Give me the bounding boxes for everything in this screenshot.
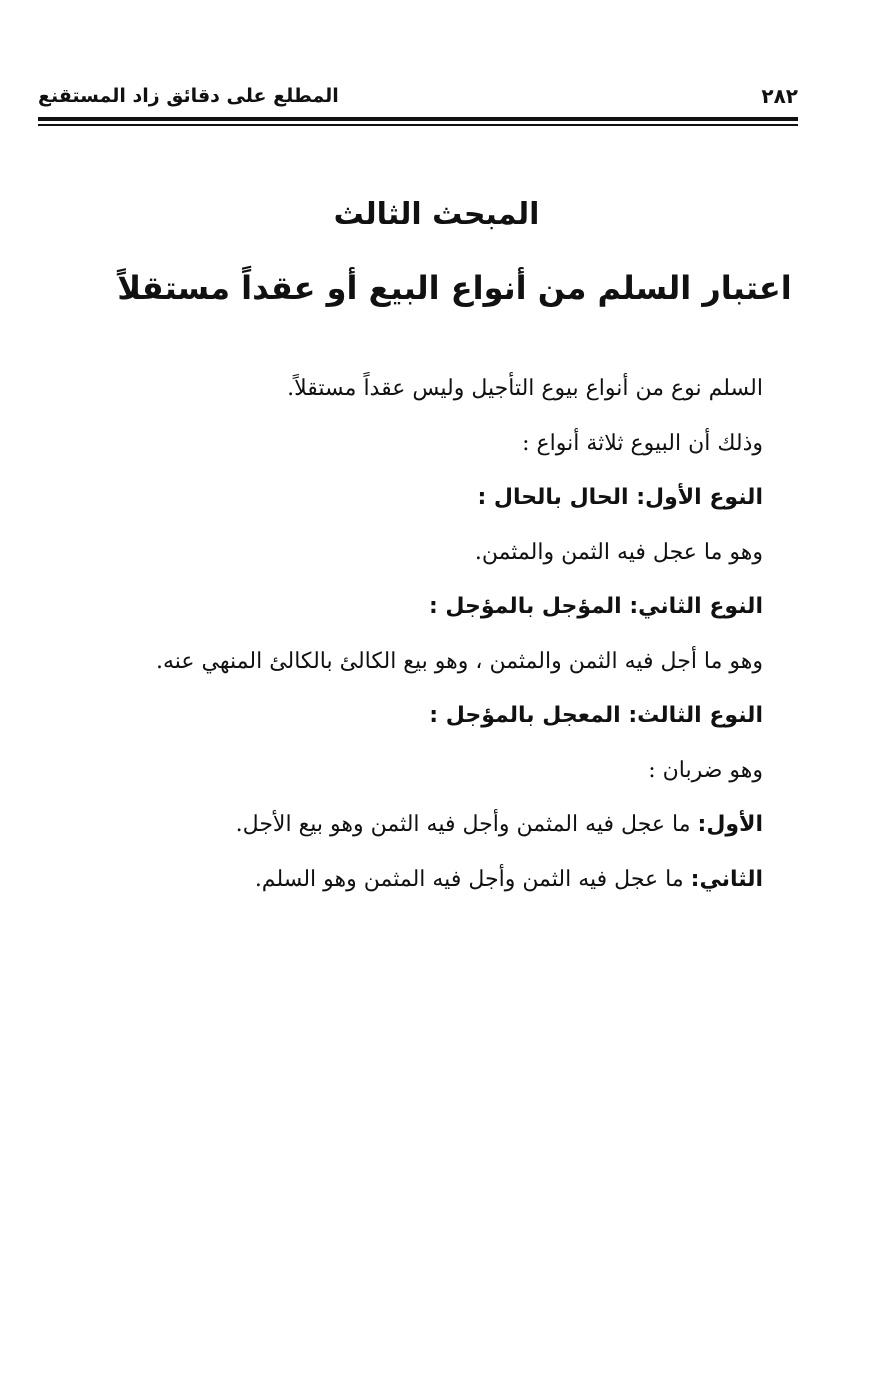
body-text [113,362,763,907]
type-one-text: وهو ما عجل فيه الثمن والمثمن. [474,539,763,565]
first-subtype-text: ما عجل فيه المثمن وأجل فيه الثمن وهو بيع الأجل. [235,812,698,837]
type-three-text: وهو ضربان : [648,757,763,783]
paragraph-line: السلم نوع من أنواع بيوع التأجيل وليس عقداً مستقلاً. [287,376,763,401]
type-three-label: النوع الثالث: المعجل بالمؤجل : [429,703,763,728]
section-heading: المبحث الثالث [333,197,540,232]
first-subtype-line [113,798,763,853]
page-number: ٢٨٢ [761,84,798,108]
second-subtype-text: ما عجل فيه الثمن وأجل فيه المثمن وهو السلم. [254,866,691,892]
running-header-title: المطلع على دقائق زاد المستقنع [38,85,339,107]
second-subtype-line [113,853,763,908]
running-header [38,82,798,112]
type-one-label: النوع الأول: الحال بالحال : [477,485,763,510]
type-two-label: النوع الثاني: المؤجل بالمؤجل : [428,594,763,619]
second-subtype-label: الثاني: [690,866,763,892]
section-title: اعتبار السلم من أنواع البيع أو عقداً مستقلاً [117,269,792,307]
header-rule-thick [38,117,798,121]
first-subtype-label: الأول: [697,812,763,837]
paragraph-line: وذلك أن البيوع ثلاثة أنواع : [522,430,763,456]
type-two-text: وهو ما أجل فيه الثمن والمثمن ، وهو بيع الكالئ بالكالئ المنهي عنه. [156,648,763,674]
header-rule-thin [38,124,798,126]
